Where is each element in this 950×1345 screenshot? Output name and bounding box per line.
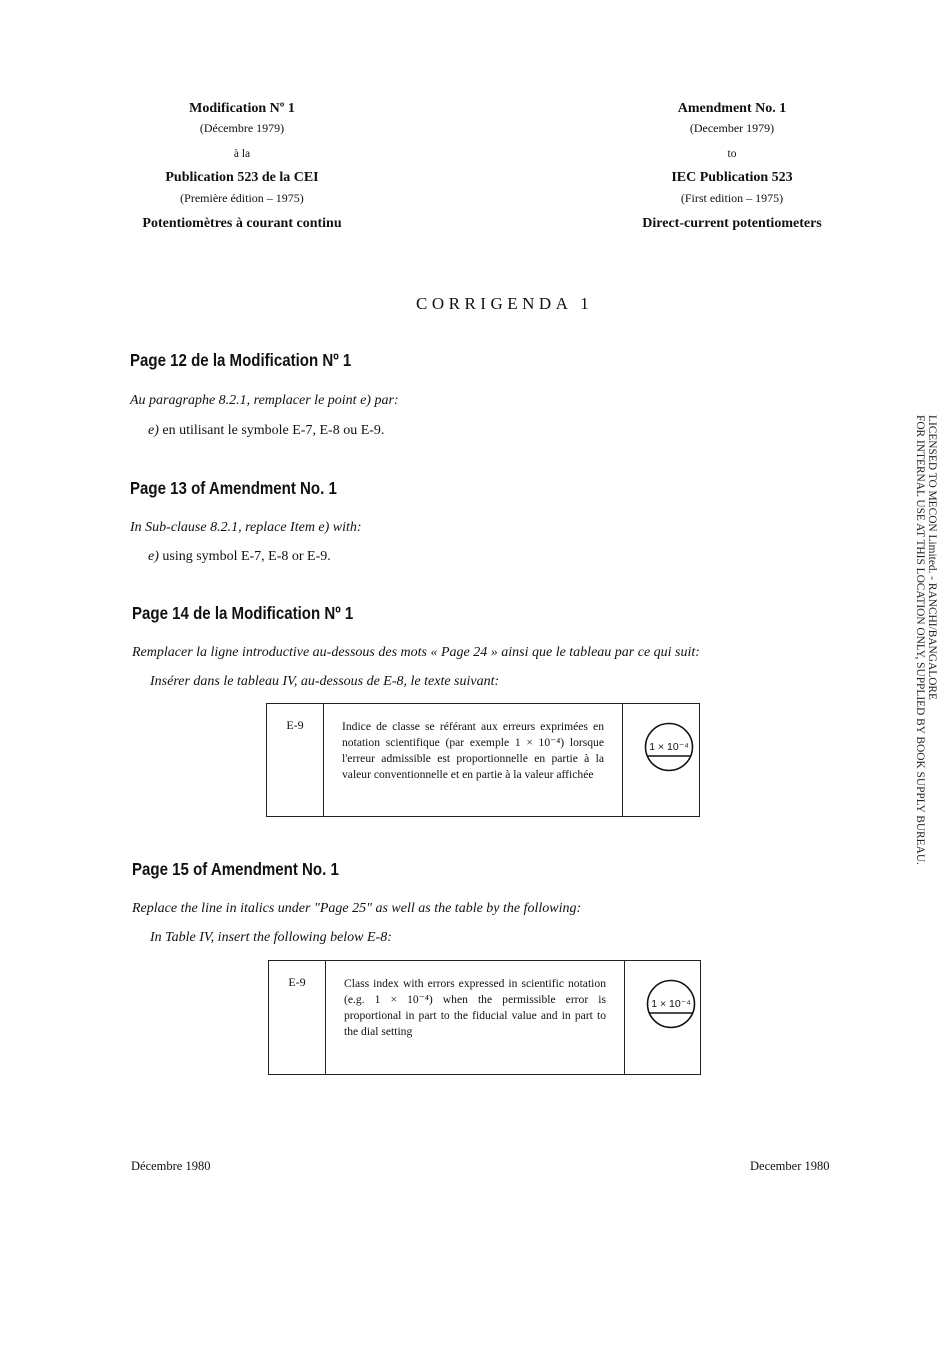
section-instruction-page13: In Sub-clause 8.2.1, replace Item e) with: bbox=[130, 520, 362, 535]
publication-en: IEC Publication 523 bbox=[671, 170, 793, 185]
table-symbol-cell bbox=[623, 704, 699, 816]
table-symbol-cell bbox=[625, 961, 700, 1074]
item-label: e) bbox=[148, 423, 159, 438]
connector-fr: à la bbox=[233, 148, 251, 160]
section-instruction-page12: Au paragraphe 8.2.1, remplacer le point e) par: bbox=[130, 393, 399, 408]
table-code: E-9 bbox=[269, 961, 326, 1074]
section-instruction-page15: Replace the line in italics under "Page 25" as well as the table by the following: bbox=[132, 901, 582, 916]
symbol-label: 1 × 10⁻⁴ bbox=[649, 741, 689, 753]
header-english bbox=[572, 101, 892, 232]
section-instruction2-page15: In Table IV, insert the following below E-8: bbox=[150, 930, 392, 945]
amendment-date-fr: (Décembre 1979) bbox=[199, 121, 285, 135]
license-line-2: FOR INTERNAL USE AT THIS LOCATION ONLY, SUPPLIED BY BOOK SUPPLY BUREAU. bbox=[914, 415, 926, 865]
license-watermark bbox=[914, 415, 938, 935]
item-text: using symbol E-7, E-8 or E-9. bbox=[158, 549, 331, 564]
section-heading-page15: Page 15 of Amendment No. 1 bbox=[132, 859, 339, 879]
subject-en: Direct-current potentiometers bbox=[642, 216, 822, 231]
table-code: E-9 bbox=[267, 704, 324, 816]
item-label: e) bbox=[148, 549, 159, 564]
symbol-label: 1 × 10⁻⁴ bbox=[651, 998, 691, 1010]
section-instruction-page14: Remplacer la ligne introductive au-dessous des mots « Page 24 » ainsi que le tableau par ce qui suit: bbox=[132, 645, 700, 660]
publication-fr: Publication 523 de la CEI bbox=[165, 170, 319, 185]
class-index-circle-icon bbox=[646, 979, 696, 1029]
corrigenda-title: CORRIGENDA 1 bbox=[416, 294, 594, 313]
section-heading-page14: Page 14 de la Modification Nº 1 bbox=[132, 603, 354, 623]
amendment-date-en: (December 1979) bbox=[689, 121, 775, 135]
amendment-title-fr: Modification Nº 1 bbox=[189, 101, 295, 116]
edition-fr: (Première édition – 1975) bbox=[180, 191, 304, 205]
symbol-table-fr bbox=[266, 703, 700, 817]
section-item-page12 bbox=[148, 423, 384, 439]
license-line-1: LICENSED TO MECON Limited. - RANCHI/BANGALORE bbox=[926, 415, 938, 700]
table-description: Class index with errors expressed in scientific notation (e.g. 1 × 10⁻⁴) when the permissible error is proportional in part to the fiducial value and in part to the dial setting bbox=[326, 961, 625, 1074]
footer-date-fr: Décembre 1980 bbox=[131, 1159, 211, 1173]
connector-en: to bbox=[727, 148, 737, 160]
subject-fr: Potentiomètres à courant continu bbox=[142, 216, 342, 231]
section-item-page13 bbox=[148, 549, 331, 565]
edition-en: (First edition – 1975) bbox=[680, 191, 784, 205]
item-text: en utilisant le symbole E-7, E-8 ou E-9. bbox=[158, 423, 385, 438]
footer-date-en: December 1980 bbox=[750, 1159, 830, 1173]
amendment-title-en: Amendment No. 1 bbox=[677, 101, 787, 116]
header-french bbox=[82, 101, 402, 232]
section-instruction2-page14: Insérer dans le tableau IV, au-dessous de E-8, le texte suivant: bbox=[150, 674, 500, 689]
section-heading-page13: Page 13 of Amendment No. 1 bbox=[130, 478, 337, 498]
section-heading-page12: Page 12 de la Modification Nº 1 bbox=[130, 350, 352, 370]
symbol-table-en bbox=[268, 960, 701, 1075]
table-description: Indice de classe se référant aux erreurs exprimées en notation scientifique (par exemple 1 × 10⁻⁴) lorsque l'erreur admissible est proportionnelle en partie à la valeur conventionnelle et en partie à la valeur affichée bbox=[324, 704, 623, 816]
class-index-circle-icon bbox=[644, 722, 694, 772]
